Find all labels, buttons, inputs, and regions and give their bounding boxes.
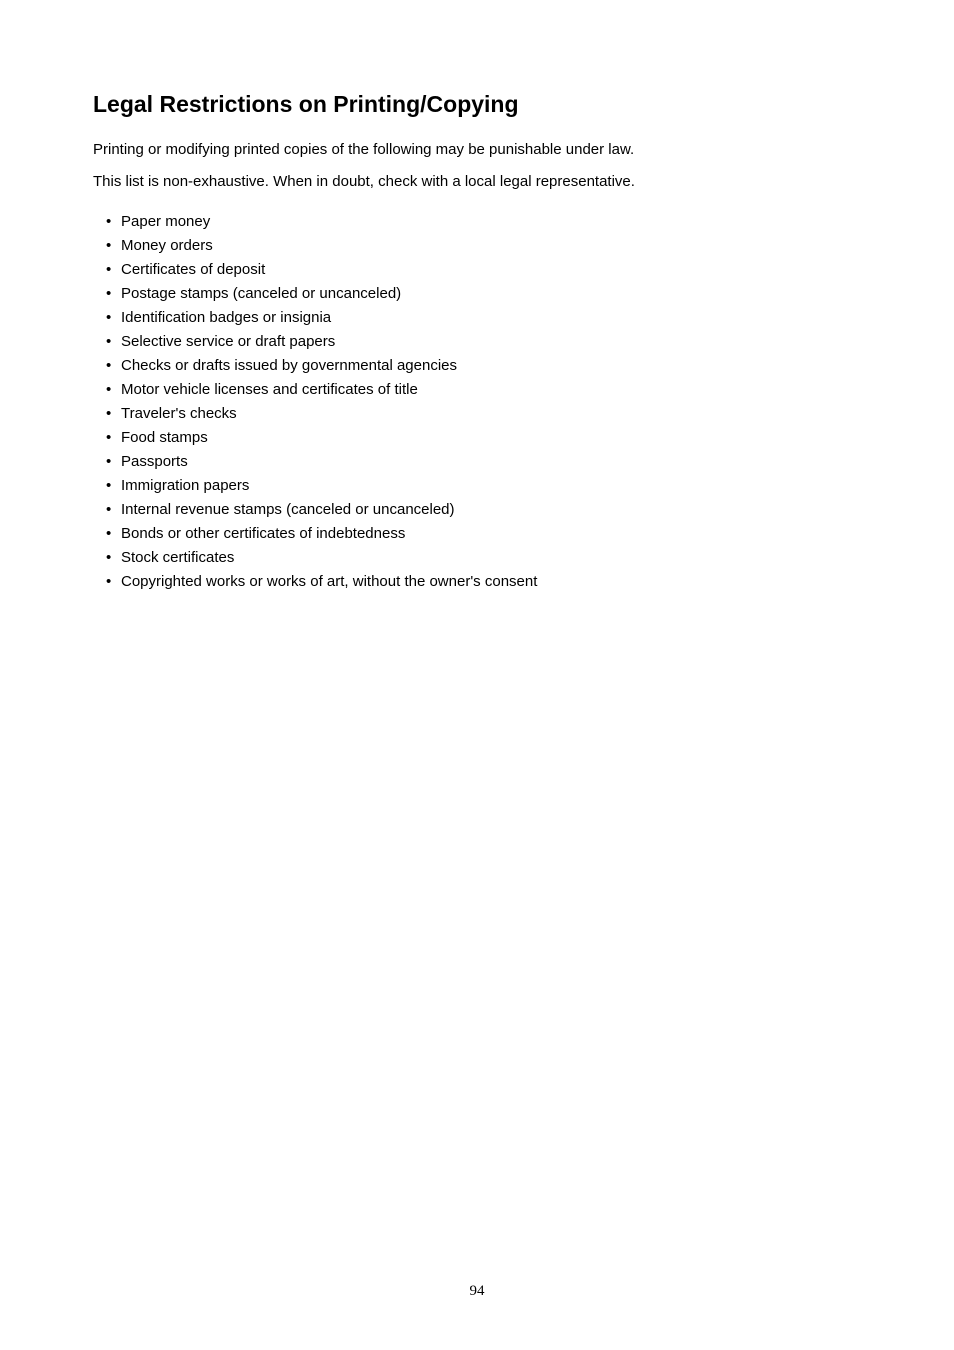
bullet-icon: • bbox=[106, 501, 112, 518]
list-item bbox=[106, 404, 537, 428]
list-item-label: Bonds or other certificates of indebtedness bbox=[121, 525, 406, 542]
bullet-icon: • bbox=[106, 405, 112, 422]
list-item-label: Motor vehicle licenses and certificates of title bbox=[121, 381, 418, 398]
restricted-items-list bbox=[106, 212, 537, 596]
bullet-icon: • bbox=[106, 549, 112, 566]
list-item-label: Food stamps bbox=[121, 429, 208, 446]
list-item bbox=[106, 524, 537, 548]
bullet-icon: • bbox=[106, 453, 112, 470]
list-item-label: Passports bbox=[121, 453, 188, 470]
list-item-label: Traveler's checks bbox=[121, 405, 237, 422]
list-item bbox=[106, 548, 537, 572]
bullet-icon: • bbox=[106, 357, 112, 374]
list-item bbox=[106, 452, 537, 476]
bullet-icon: • bbox=[106, 285, 112, 302]
bullet-icon: • bbox=[106, 261, 112, 278]
intro-paragraph-legal-warning: Printing or modifying printed copies of the following may be punishable under law. bbox=[93, 141, 635, 158]
list-item-label: Postage stamps (canceled or uncanceled) bbox=[121, 285, 402, 302]
list-item bbox=[106, 332, 537, 356]
bullet-icon: • bbox=[106, 237, 112, 254]
page-number: 94 bbox=[469, 1283, 485, 1299]
list-item-label: Immigration papers bbox=[121, 477, 250, 494]
bullet-icon: • bbox=[106, 525, 112, 542]
list-item-label: Identification badges or insignia bbox=[121, 309, 332, 326]
bullet-icon: • bbox=[106, 213, 112, 230]
list-item-label: Stock certificates bbox=[121, 549, 235, 566]
list-item-label: Checks or drafts issued by governmental agencies bbox=[121, 357, 458, 374]
list-item-label: Money orders bbox=[121, 237, 213, 254]
list-item bbox=[106, 212, 537, 236]
page-title: Legal Restrictions on Printing/Copying bbox=[93, 91, 519, 117]
bullet-icon: • bbox=[106, 333, 112, 350]
list-item bbox=[106, 356, 537, 380]
list-item bbox=[106, 236, 537, 260]
list-item bbox=[106, 476, 537, 500]
list-item bbox=[106, 308, 537, 332]
list-item-label: Paper money bbox=[121, 213, 211, 230]
list-item-label: Selective service or draft papers bbox=[121, 333, 336, 350]
list-item bbox=[106, 260, 537, 284]
bullet-icon: • bbox=[106, 381, 112, 398]
list-item bbox=[106, 284, 537, 308]
intro-paragraph-non-exhaustive: This list is non-exhaustive. When in doubt, check with a local legal representative. bbox=[93, 173, 635, 190]
list-item-label: Certificates of deposit bbox=[121, 261, 266, 278]
list-item-label: Internal revenue stamps (canceled or uncanceled) bbox=[121, 501, 455, 518]
bullet-icon: • bbox=[106, 309, 112, 326]
list-item bbox=[106, 380, 537, 404]
list-item bbox=[106, 428, 537, 452]
bullet-icon: • bbox=[106, 477, 112, 494]
list-item bbox=[106, 500, 537, 524]
list-item-label: Copyrighted works or works of art, without the owner's consent bbox=[121, 573, 538, 590]
bullet-icon: • bbox=[106, 573, 112, 590]
list-item bbox=[106, 572, 537, 596]
bullet-icon: • bbox=[106, 429, 112, 446]
